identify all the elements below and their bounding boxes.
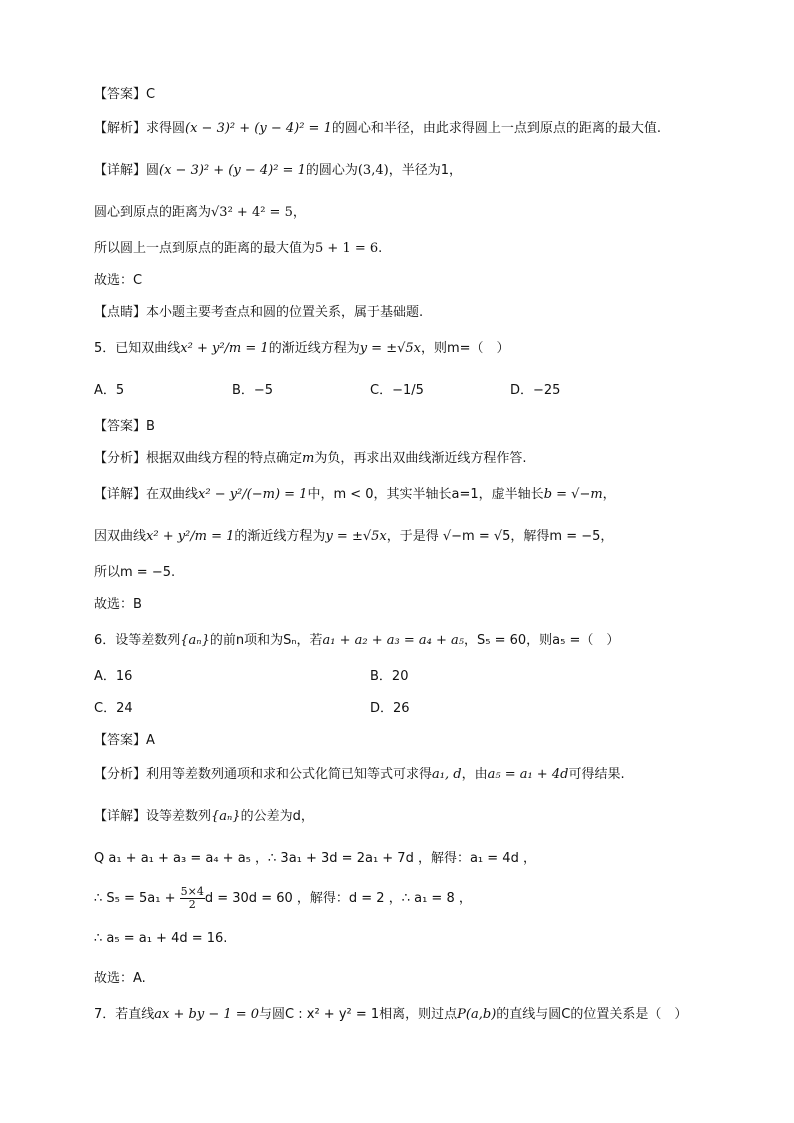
text: 与圆C : x² + y² = 1相离，则过点	[259, 1007, 458, 1022]
math-expression: x² + y²/m = 1	[180, 341, 269, 356]
question-7	[94, 1006, 687, 1024]
math-expression: m	[302, 451, 315, 466]
text: 【详解】圆	[94, 163, 160, 178]
q5-option-a: A．5	[94, 383, 125, 398]
text: 的渐近线方程为	[268, 341, 360, 356]
text: 中，m < 0，其实半轴长a=1，虚半轴长	[307, 487, 544, 502]
text: 的圆心为	[305, 163, 358, 178]
text: 的前n项和为Sₙ，若	[209, 633, 323, 648]
detail-line	[94, 204, 306, 222]
text: ，半径为1，	[388, 163, 462, 178]
question-6	[94, 632, 619, 650]
analysis-line	[94, 120, 661, 138]
text: 的渐近线方程为	[234, 529, 326, 544]
text: ，	[292, 205, 306, 220]
note-line: 【点睛】本小题主要考查点和圆的位置关系，属于基础题.	[94, 305, 424, 320]
q5-option-c: C．−1/5	[370, 383, 424, 398]
answer-line: 【答案】B	[94, 419, 155, 434]
choice-line: 故选：A.	[94, 971, 146, 986]
question-5	[94, 340, 510, 358]
q6-option-d: D．26	[370, 701, 410, 716]
text: 6．设等差数列	[94, 633, 181, 648]
choice-line: 故选：C	[94, 273, 143, 288]
text: 【详解】设等差数列	[94, 809, 212, 824]
answer-line: 【答案】A	[94, 733, 155, 748]
text: ，则m=（ ）	[420, 341, 510, 356]
q6-option-a: A．16	[94, 669, 133, 684]
text: 【解析】求得圆	[94, 121, 186, 136]
math-expression: b = √−m	[543, 487, 603, 502]
text: 的圆心和半径，由此求得圆上一点到原点的距离的最大值.	[331, 121, 661, 136]
math-expression: x² + y²/m = 1	[146, 529, 235, 544]
detail-line	[94, 808, 314, 826]
math-expression: 5 + 1 = 6	[315, 241, 379, 256]
text: ∴ S₅ = 5a₁ +	[94, 891, 180, 906]
math-expression: (3,4)	[357, 163, 389, 178]
detail-line	[94, 240, 382, 258]
text: ，于是得 √−m = √5，解得m = −5，	[386, 529, 614, 544]
q6-option-b: B．20	[370, 669, 409, 684]
fraction-denominator: 2	[188, 898, 196, 911]
text: 因双曲线	[94, 529, 147, 544]
math-expression: a₁ + a₂ + a₃ = a₄ + a₅	[322, 633, 464, 648]
math-expression: {aₙ}	[180, 633, 210, 648]
text: 圆心到原点的距离为	[94, 205, 212, 220]
detail-line: Q a₁ + a₁ + a₃ = a₄ + a₅ ，∴ 3a₁ + 3d = 2a₁ + 7d ，解得：a₁ = 4d ，	[94, 851, 536, 866]
detail-line	[94, 162, 462, 180]
choice-line: 故选：B	[94, 597, 142, 612]
q6-option-c: C．24	[94, 701, 133, 716]
math-expression: P(a,b)	[457, 1007, 497, 1022]
math-expression: √3² + 4² = 5	[211, 205, 293, 220]
detail-line	[94, 528, 613, 546]
math-expression: x² − y²/(−m) = 1	[198, 487, 308, 502]
text: 的公差为d，	[240, 809, 314, 824]
q5-option-d: D．−25	[510, 383, 561, 398]
text: d = 30d = 60 ，解得：d = 2 ，∴ a₁ = 8 ，	[204, 891, 472, 906]
text: ，	[602, 487, 616, 502]
math-expression: (x − 3)² + (y − 4)² = 1	[185, 121, 332, 136]
q5-option-b: B．−5	[232, 383, 274, 398]
text: 7．若直线	[94, 1007, 155, 1022]
detail-line	[94, 486, 616, 504]
analysis-line	[94, 450, 526, 468]
math-expression: y = ±√5x	[325, 529, 387, 544]
math-expression: a₁, d	[432, 767, 462, 782]
detail-line	[94, 886, 472, 911]
text: 所以圆上一点到原点的距离的最大值为	[94, 241, 316, 256]
math-expression: y = ±√5x	[359, 341, 421, 356]
text: .	[378, 241, 383, 256]
detail-line: 所以m = −5.	[94, 565, 176, 580]
text: 【分析】根据双曲线方程的特点确定	[94, 451, 303, 466]
text: 【分析】利用等差数列通项和求和公式化简已知等式可求得	[94, 767, 433, 782]
math-expression: a₅ = a₁ + 4d	[487, 767, 569, 782]
text: 5．已知双曲线	[94, 341, 181, 356]
text: ，S₅ = 60，则a₅ =（ ）	[463, 633, 620, 648]
text: 的直线与圆C的位置关系是（ ）	[496, 1007, 688, 1022]
text: 【详解】在双曲线	[94, 487, 199, 502]
fraction	[180, 886, 205, 911]
answer-line: 【答案】C	[94, 87, 156, 102]
text: ，由	[461, 767, 488, 782]
analysis-line	[94, 766, 625, 784]
text: 可得结果.	[568, 767, 625, 782]
math-expression: {aₙ}	[211, 809, 241, 824]
detail-line: ∴ a₅ = a₁ + 4d = 16.	[94, 931, 228, 946]
text: 为负，再求出双曲线渐近线方程作答.	[314, 451, 527, 466]
math-expression: ax + by − 1 = 0	[154, 1007, 260, 1022]
fraction-numerator: 5×4	[180, 885, 204, 898]
math-expression: (x − 3)² + (y − 4)² = 1	[159, 163, 306, 178]
